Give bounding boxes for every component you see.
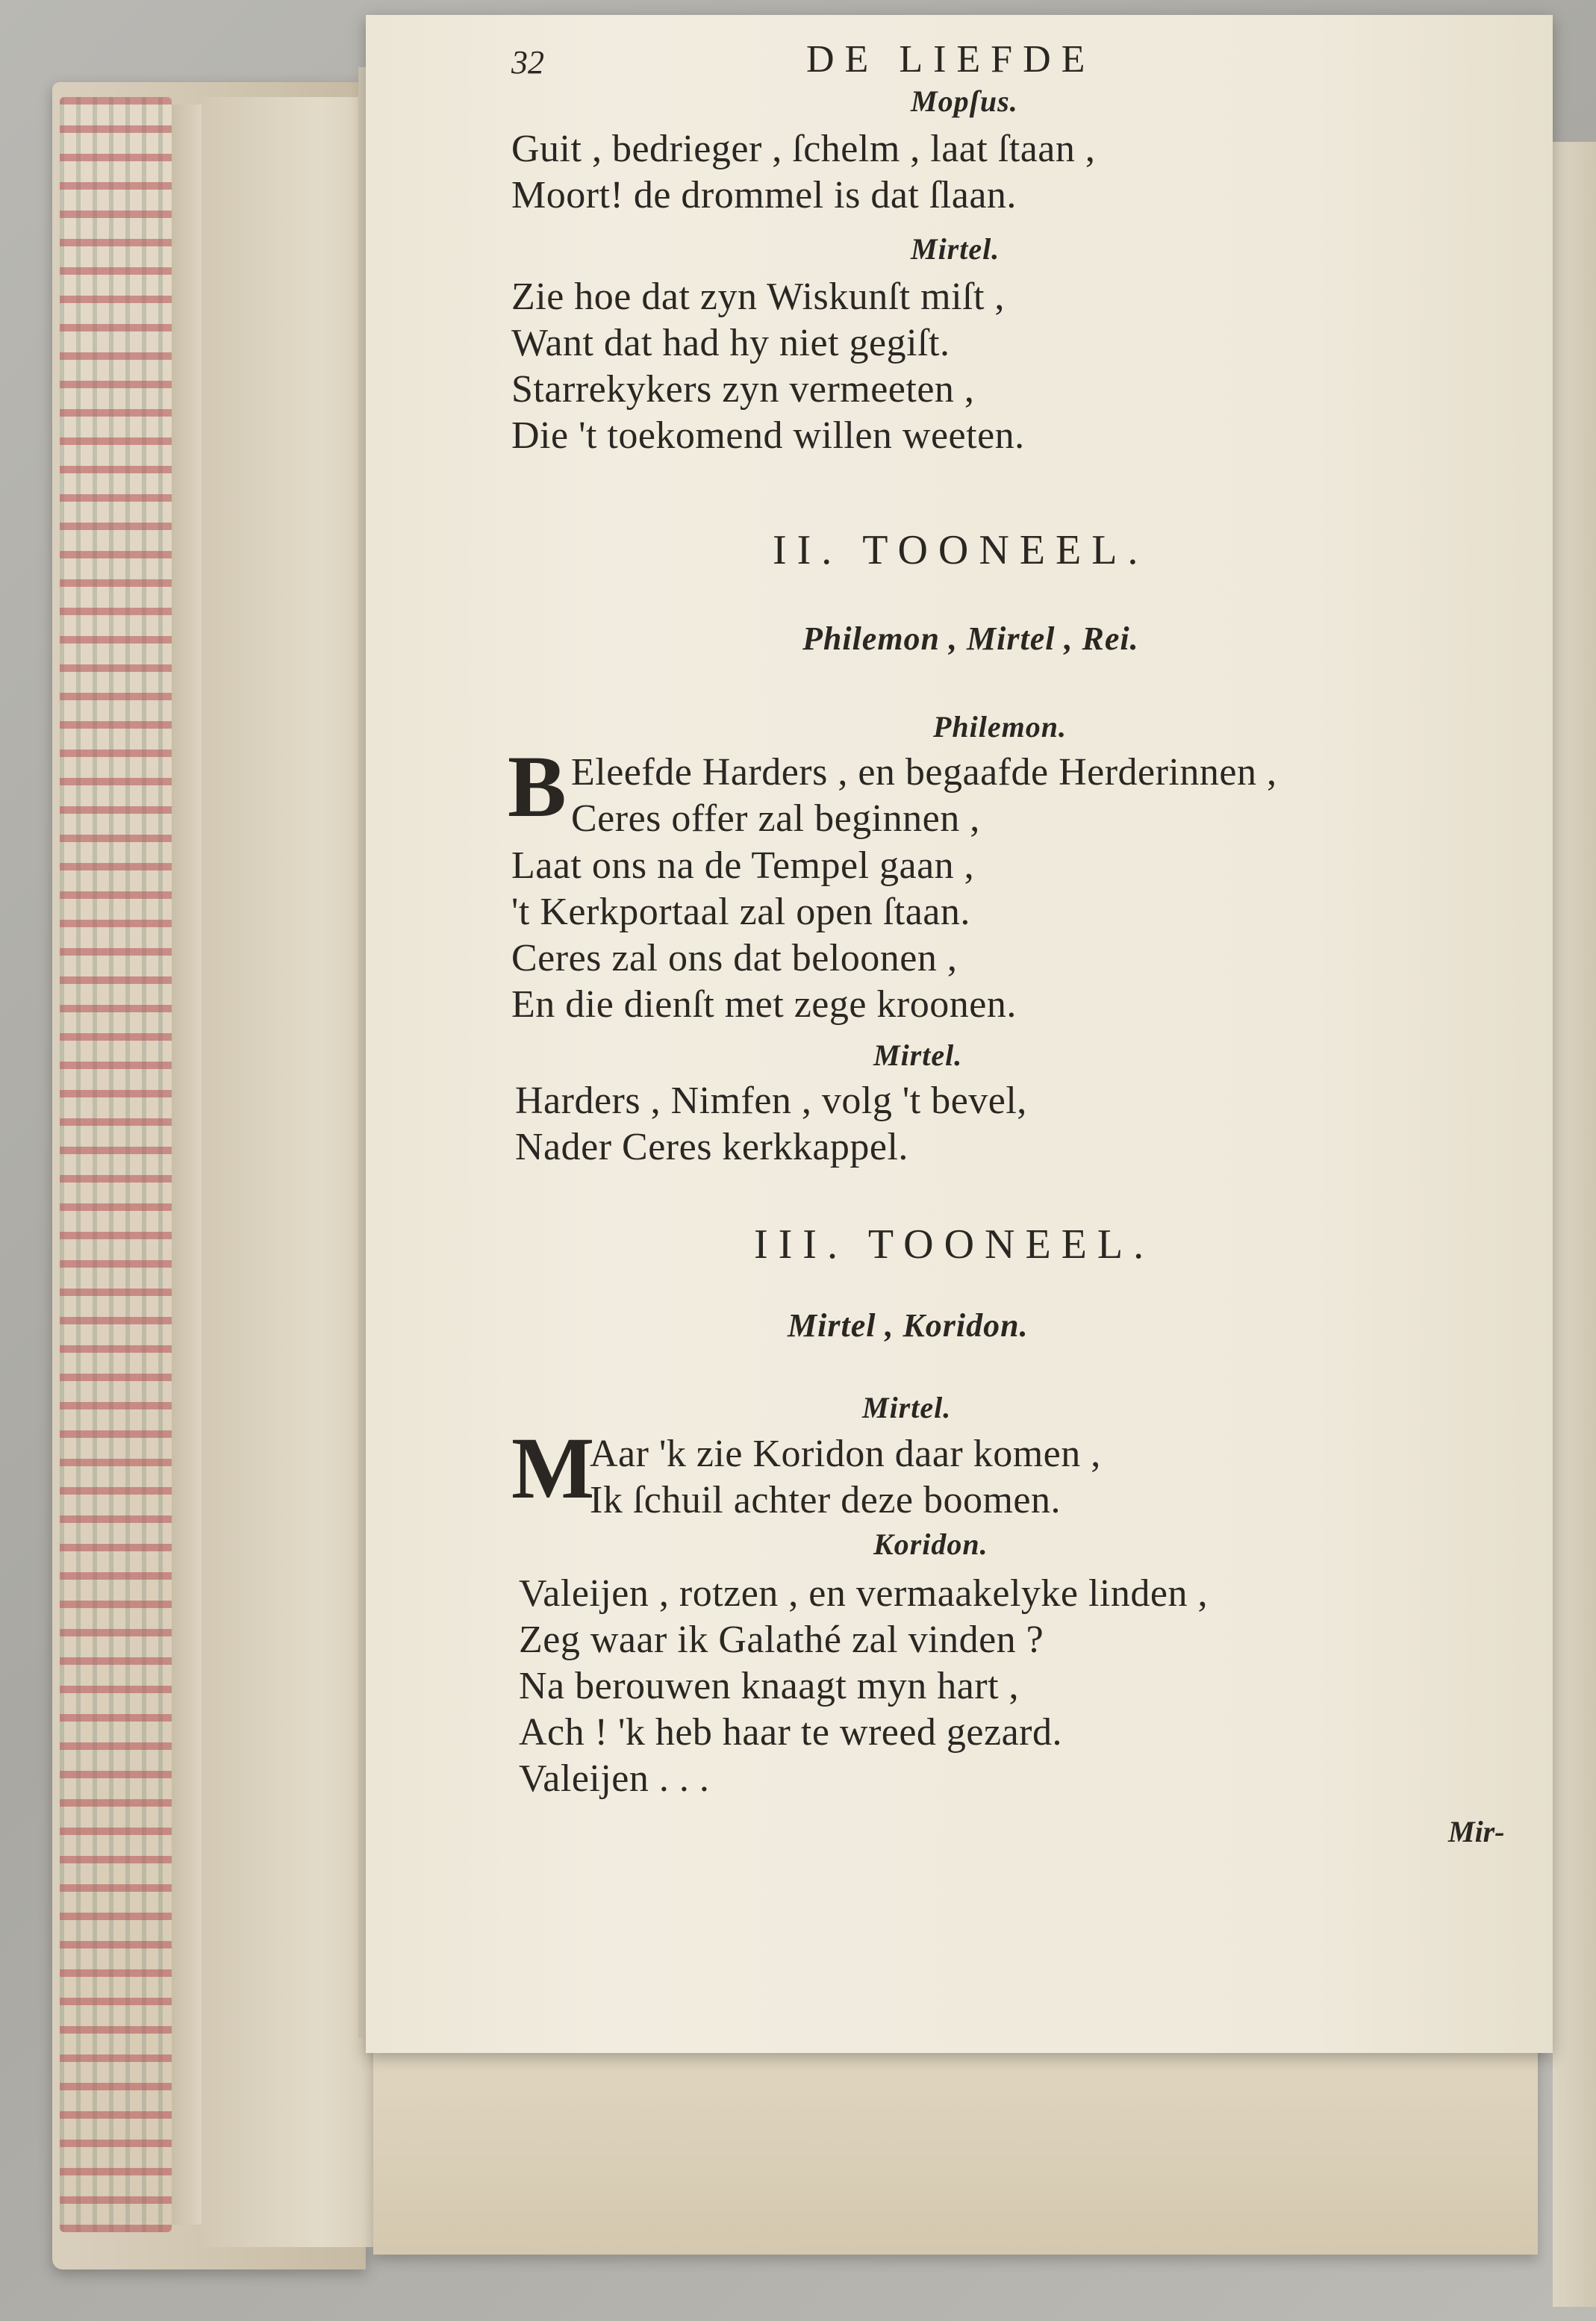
verse-line: Ik ſchuil achter deze boomen. — [590, 1479, 1062, 1521]
verse-line: Zie hoe dat zyn Wiskunſt miſt , — [511, 275, 1005, 318]
book-gutter — [202, 97, 373, 2247]
scene-heading: III. TOONEEL. — [754, 1221, 1155, 1268]
verse-line: En die dienſt met zege kroonen. — [511, 983, 1017, 1026]
verse-line: Na berouwen knaagt myn hart , — [519, 1665, 1020, 1707]
verse-line: Aar 'k zie Koridon daar komen , — [590, 1433, 1101, 1475]
drop-cap: M — [511, 1419, 595, 1517]
verse-line: Moort! de drommel is dat ſlaan. — [511, 174, 1017, 216]
verse-line: Zeg waar ik Galathé zal vinden ? — [519, 1619, 1044, 1661]
verse-line: Ach ! 'k heb haar te wreed gezard. — [519, 1711, 1062, 1754]
cover-edge — [172, 105, 202, 2225]
verse-line: Ceres offer zal beginnen , — [571, 797, 980, 840]
printed-page — [366, 15, 1553, 2053]
verse-line: Guit , bedrieger , ſchelm , laat ſtaan , — [511, 128, 1096, 170]
page-number: 32 — [511, 44, 544, 81]
drop-cap: B — [508, 738, 567, 835]
verse-line: Starrekykers zyn vermeeten , — [511, 368, 975, 411]
speaker-label: Philemon. — [933, 710, 1067, 744]
verse-line: Laat ons na de Tempel gaan , — [511, 844, 975, 887]
verse-line: Valeijen , rotzen , en vermaakelyke linden , — [519, 1572, 1208, 1615]
speaker-label: Mirtel. — [911, 232, 1000, 266]
running-head: DE LIEFDE — [806, 38, 1096, 81]
catchword: Mir- — [1448, 1815, 1505, 1848]
verse-line: 't Kerkportaal zal open ſtaan. — [511, 891, 970, 933]
verse-line: Ceres zal ons dat beloonen , — [511, 937, 958, 979]
verse-line: Valeijen . . . — [519, 1757, 710, 1800]
speaker-label: Mirtel. — [862, 1391, 952, 1424]
verse-line: Nader Ceres kerkkappel. — [515, 1126, 908, 1168]
verse-line: Want dat had hy niet gegiſt. — [511, 322, 950, 364]
cast-list: Mirtel , Koridon. — [788, 1307, 1029, 1344]
verse-line: Die 't toekomend willen weeten. — [511, 414, 1025, 457]
speaker-label: Mirtel. — [873, 1038, 963, 1072]
marbled-paper — [60, 97, 172, 2232]
speaker-label: Koridon. — [873, 1527, 988, 1561]
cast-list: Philemon , Mirtel , Rei. — [802, 620, 1139, 657]
speaker-label: Mopſus. — [911, 84, 1018, 118]
scene-heading: II. TOONEEL. — [773, 527, 1149, 573]
verse-line: Harders , Nimfen , volg 't bevel, — [515, 1080, 1027, 1122]
verse-line: Eleefde Harders , en begaafde Herderinnen , — [571, 751, 1277, 794]
facing-page-edge — [1553, 142, 1596, 2307]
